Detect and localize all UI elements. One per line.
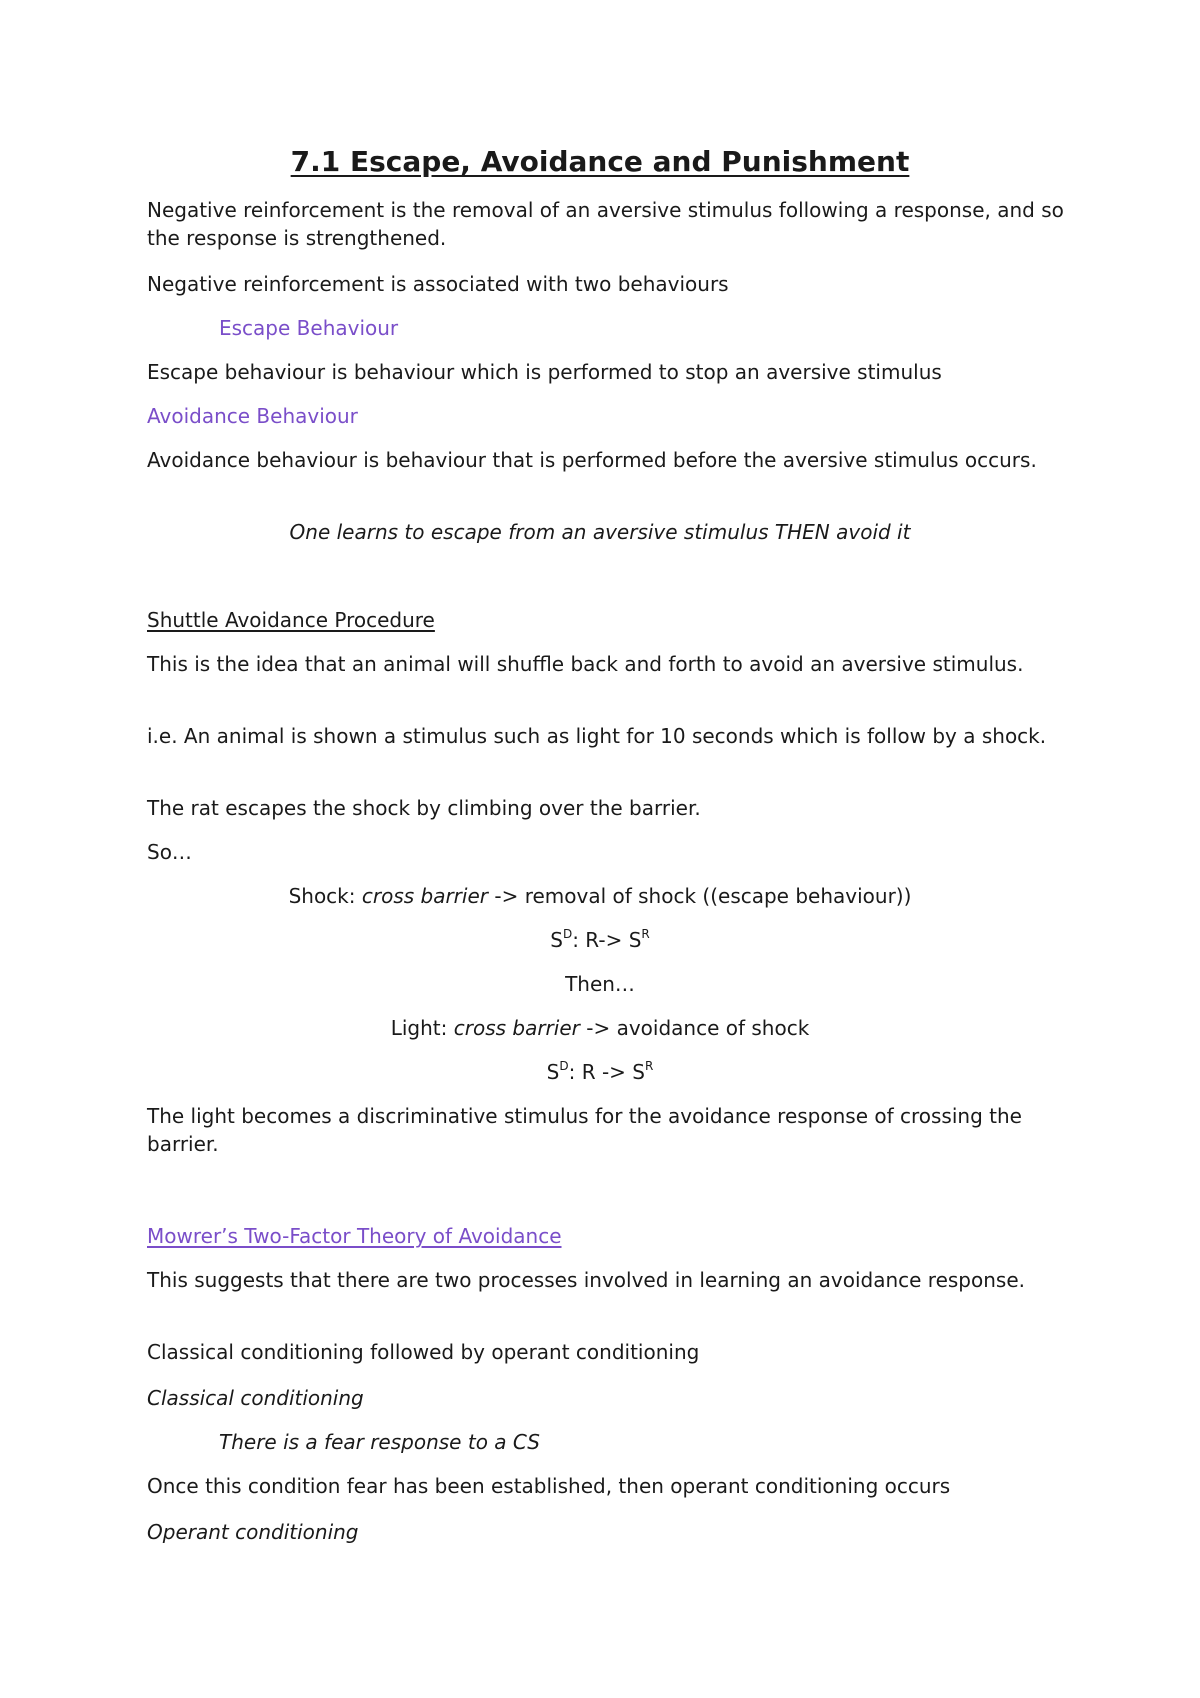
paragraph-shuttle-idea: This is the idea that an animal will shuffle back and forth to avoid an aversive stimulus. [147, 652, 1024, 676]
paragraph-two-processes: This suggests that there are two processes involved in learning an avoidance response. [147, 1268, 1025, 1292]
paragraph-escape-definition: Escape behaviour is behaviour which is performed to stop an aversive stimulus [147, 360, 942, 384]
heading-shuttle-avoidance: Shuttle Avoidance Procedure [147, 608, 435, 632]
formula-escape: $S^D$: $R-> S^R$ [550, 927, 650, 952]
paragraph-shuttle-example: i.e. An animal is shown a stimulus such as light for 10 seconds which is follow by a shock. [147, 724, 1047, 748]
paragraph-negative-reinforcement-definition: Negative reinforcement is the removal of an aversive stimulus following a response, and so the response is strengthened. [147, 198, 1064, 250]
page-title: 7.1 Escape, Avoidance and Punishment [290, 145, 910, 178]
paragraph-operant-occurs: Once this condition fear has been established, then operant conditioning occurs [147, 1474, 951, 1498]
paragraph-rat-escapes: The rat escapes the shock by climbing over the barrier. [147, 796, 701, 820]
italic-summary: One learns to escape from an aversive stimulus THEN avoid it [289, 520, 911, 544]
formula-avoidance: $S^D$: $R -> S^R$ [546, 1059, 654, 1084]
equation-light: Light: cross barrier -> avoidance of shock [390, 1016, 810, 1040]
heading-mowrer-theory: Mowrer’s Two-Factor Theory of Avoidance [147, 1224, 562, 1248]
paragraph-two-behaviours: Negative reinforcement is associated with two behaviours [147, 272, 729, 296]
heading-escape-behaviour: Escape Behaviour [219, 316, 399, 340]
paragraph-then: Then… [565, 972, 635, 996]
heading-operant-conditioning: Operant conditioning [147, 1520, 359, 1544]
paragraph-avoidance-definition: Avoidance behaviour is behaviour that is performed before the aversive stimulus occurs. [147, 448, 1037, 472]
paragraph-so: So… [147, 840, 192, 864]
paragraph-classical-then-operant: Classical conditioning followed by operant conditioning [147, 1340, 700, 1364]
equation-shock: Shock: cross barrier -> removal of shock ((escape behaviour)) [288, 884, 912, 908]
heading-classical-conditioning: Classical conditioning [147, 1386, 364, 1410]
paragraph-light-discriminative: The light becomes a discriminative stimulus for the avoidance response of crossing the barrier. [147, 1104, 1022, 1156]
paragraph-fear-response: There is a fear response to a CS [219, 1430, 540, 1454]
heading-avoidance-behaviour: Avoidance Behaviour [147, 404, 358, 428]
